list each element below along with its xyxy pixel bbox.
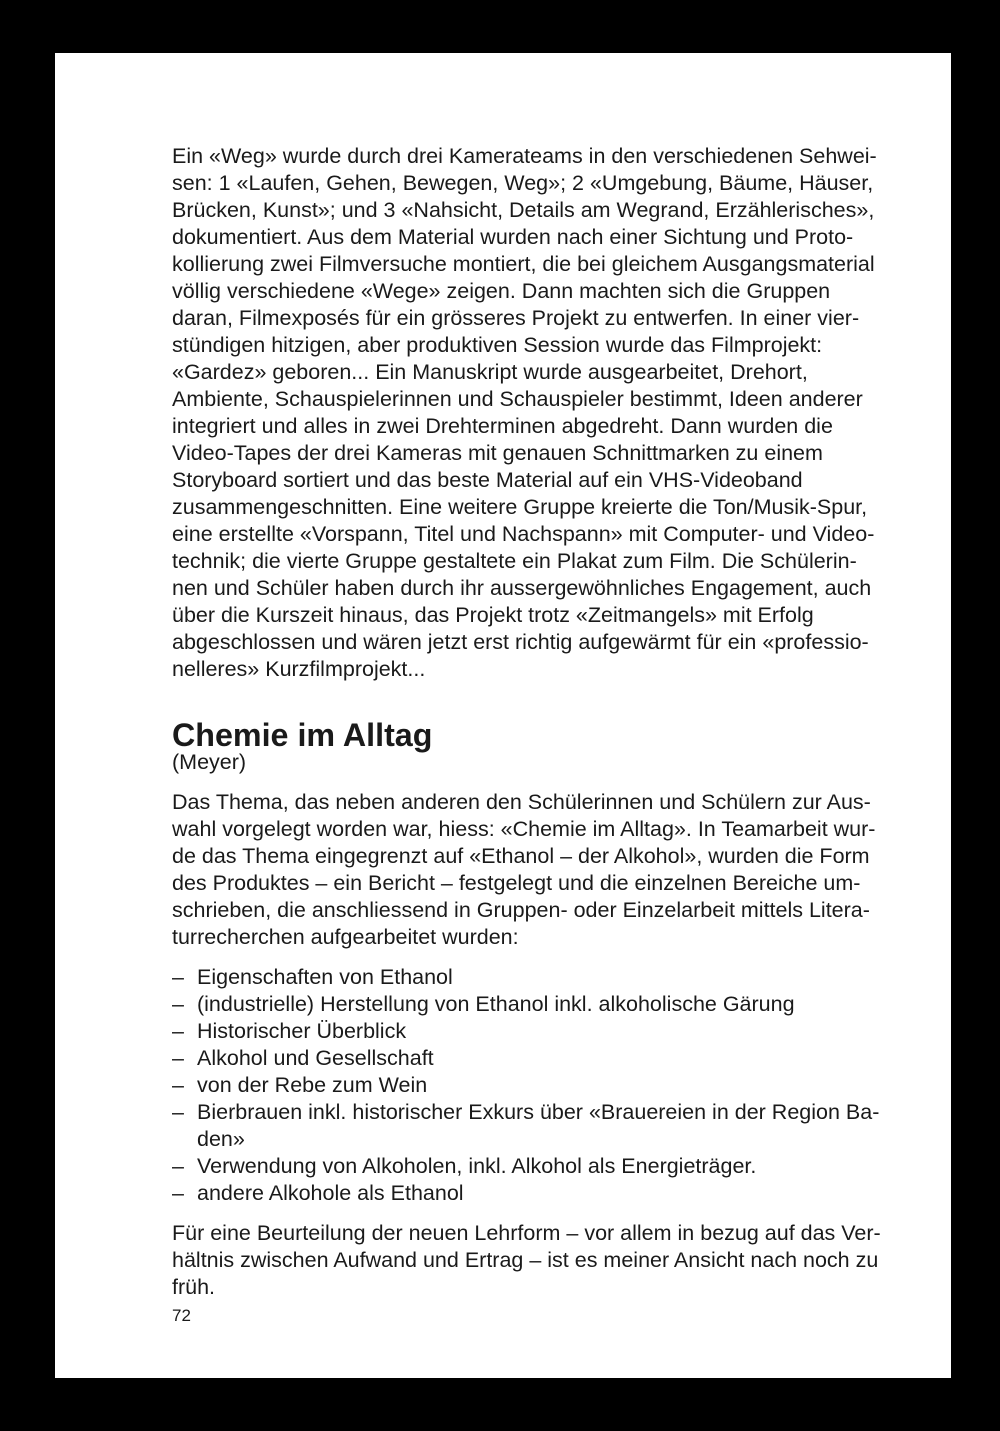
- list-item: [172, 1018, 902, 1045]
- document-page: [55, 53, 951, 1378]
- closing-paragraph: Für eine Beurteilung der neuen Lehrform – vor allem in bezug auf das Ver- hältnis zwischen Aufwand und Ertrag – ist es meiner Ansicht nach noch zu früh.: [172, 1221, 881, 1299]
- list-item-text: Eigenschaften von Ethanol: [197, 965, 453, 989]
- list-item-text: andere Alkohole als Ethanol: [197, 1181, 464, 1205]
- section-paragraph: Das Thema, das neben anderen den Schülerinnen und Schülern zur Aus- wahl vorgelegt worden war, hiess: «Chemie im Alltag». In Teamarbeit wur- de das Thema eingegrenzt auf «Ethanol – der Alkohol», wurden die Form des Produktes – ein Bericht – festgelegt und die einzelnen Bereiche um- schrieben, die anschliessend in Gruppen- oder Einzelarbeit mittels Litera- turrecherchen aufgearbeitet wurden:: [172, 790, 876, 949]
- intro-paragraph: Ein «Weg» wurde durch drei Kamerateams in den verschiedenen Sehwei- sen: 1 «Laufen, Gehen, Bewegen, Weg»; 2 «Umgebung, Bäume, Häuser, Brücken, Kunst»; und 3 «Nahsicht, Details am Wegrand, Erzählerisches», dokumentiert. Aus dem Material wurden nach einer Sichtung und Proto- kollierung zwei Filmversuche montiert, die bei gleichem Ausgangsmaterial völlig verschiedene «Wege» zeigen. Dann machten sich die Gruppen daran, Filmexposés für ein grösseres Projekt zu entwerfen. In einer vier- stündigen hitzigen, aber produktiven Session wurde das Filmprojekt: «Gardez» geboren... Ein Manuskript wurde ausgearbeitet, Drehort, Ambiente, Schauspielerinnen und Schauspieler bestimmt, Ideen anderer integriert und alles in zwei Drehterminen abgedreht. Dann wurden die Video-Tapes der drei Kameras mit genauen Schnittmarken zu einem Storyboard sortiert und das beste Material auf ein VHS-Videoband zusammengeschnitten. Eine weitere Gruppe kreierte die Ton/Musik-Spur, eine erstellte «Vorspann, Titel und Nachspann» mit Computer- und Video- technik; die vierte Gruppe gestaltete ein Plakat zum Film. Die Schülerin- nen und Schüler haben durch ihr aussergewöhnliches Engagement, auch über die Kurszeit hinaus, das Projekt trotz «Zeitmangels» mit Erfolg abgeschlossen und wären jetzt erst richtig aufgewärmt für ein «professio- nelleres» Kurzfilmprojekt...: [172, 144, 877, 681]
- list-dash: –: [172, 1100, 184, 1124]
- list-dash: –: [172, 1019, 184, 1043]
- list-item: [172, 1045, 902, 1072]
- section-author: (Meyer): [172, 750, 247, 774]
- list-dash: –: [172, 1046, 184, 1070]
- section-heading: Chemie im Alltag: [172, 717, 433, 753]
- list-item: [172, 1072, 902, 1099]
- list-item: [172, 991, 902, 1018]
- list-dash: –: [172, 1181, 184, 1205]
- page-content: [172, 143, 902, 1301]
- list-item-text: von der Rebe zum Wein: [197, 1073, 428, 1097]
- list-dash: –: [172, 965, 184, 989]
- list-item-text: (industrielle) Herstellung von Ethanol inkl. alkoholische Gärung: [197, 992, 795, 1016]
- list-item: [172, 964, 902, 991]
- topic-list: [172, 964, 902, 1207]
- list-item: [172, 1180, 902, 1207]
- list-item-text: Bierbrauen inkl. historischer Exkurs über «Brauereien in der Region Ba- den»: [197, 1100, 880, 1151]
- list-item: [172, 1099, 902, 1153]
- list-item-text: Historischer Überblick: [197, 1019, 407, 1043]
- list-dash: –: [172, 992, 184, 1016]
- list-item-text: Alkohol und Gesellschaft: [197, 1046, 434, 1070]
- page-number: 72: [172, 1306, 191, 1325]
- list-dash: –: [172, 1154, 184, 1178]
- list-item: [172, 1153, 902, 1180]
- list-item-text: Verwendung von Alkoholen, inkl. Alkohol als Energieträger.: [197, 1154, 757, 1178]
- list-dash: –: [172, 1073, 184, 1097]
